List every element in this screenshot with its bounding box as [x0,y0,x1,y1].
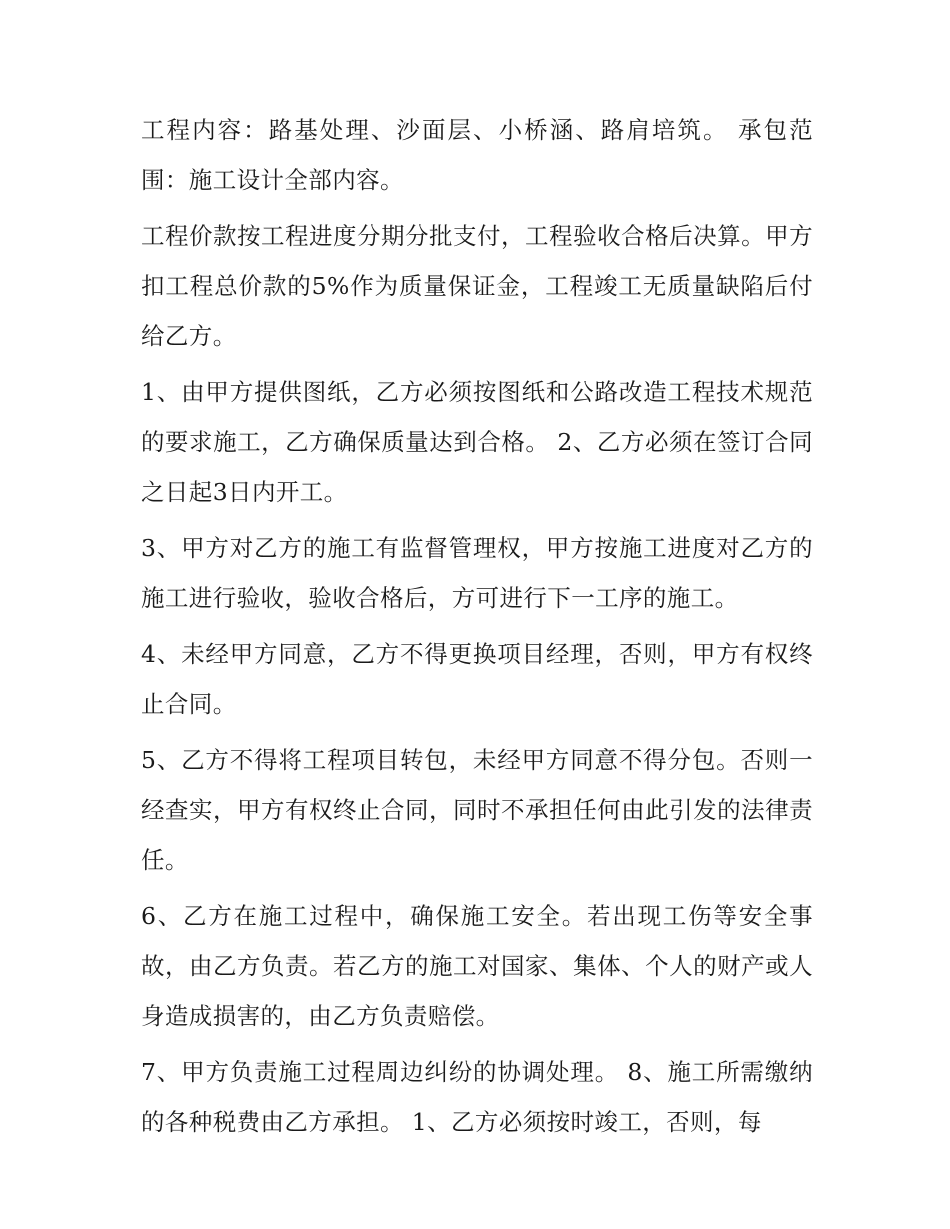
paragraph-clause-1-2: 1、由甲方提供图纸，乙方必须按图纸和公路改造工程技术规范的要求施工，乙方确保质量达到合格。 2、乙方必须在签订合同之日起3日内开工。 [141,378,813,506]
paragraph-payment: 工程价款按工程进度分期分批支付，工程验收合格后决算。甲方扣工程总价款的5%作为质量保证金，工程竣工无质量缺陷后付给乙方。 [141,222,813,350]
paragraph-clause-6: 6、乙方在施工过程中，确保施工安全。若出现工伤等安全事故，由乙方负责。若乙方的施工对国家、集体、个人的财产或人身造成损害的，由乙方负责赔偿。 [141,902,813,1030]
paragraph-scope: 工程内容：路基处理、沙面层、小桥涵、路肩培筑。 承包范围：施工设计全部内容。 [141,116,813,194]
paragraph-clause-5: 5、乙方不得将工程项目转包，未经甲方同意不得分包。否则一经查实，甲方有权终止合同，同时不承担任何由此引发的法律责任。 [141,746,813,874]
document-page [141,105,813,1153]
paragraph-clause-4: 4、未经甲方同意，乙方不得更换项目经理，否则，甲方有权终止合同。 [141,640,813,718]
paragraph-clause-3: 3、甲方对乙方的施工有监督管理权，甲方按施工进度对乙方的施工进行验收，验收合格后，方可进行下一工序的施工。 [141,534,813,612]
paragraph-clause-7-8: 7、甲方负责施工过程周边纠纷的协调处理。 8、施工所需缴纳的各种税费由乙方承担。 1、乙方必须按时竣工，否则，每 [141,1058,813,1136]
